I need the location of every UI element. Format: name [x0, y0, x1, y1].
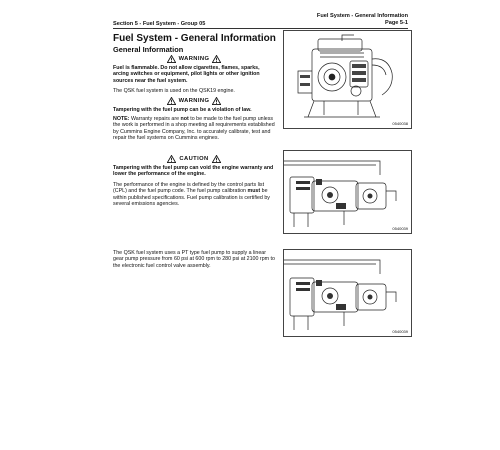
paragraph-pt-pump: The QSK fuel system uses a PT type fuel pump to supply a linear gear pump pressure from 60 psi at 600 rpm to 280 psi at 2100 rpm to the electronic fuel control valve assembly. [113, 250, 275, 269]
warning-triangle-icon [212, 55, 221, 63]
figure-fuel-pump-2 [283, 249, 412, 337]
caution-text: Tampering with the fuel pump can void the engine warranty and lower the performance of the engine. [113, 165, 274, 178]
warning-text-2: Tampering with the fuel pump can be a violation of law. [113, 107, 252, 113]
warning-callout-1 [113, 55, 275, 63]
caution-callout [113, 155, 275, 163]
paragraph-performance [113, 182, 275, 207]
figure-id: 0540038 [392, 121, 408, 126]
note-text-a: Warranty repairs are [130, 116, 180, 122]
figure-id: 0540039 [392, 329, 408, 334]
warning-text-1: Fuel is flammable. Do not allow cigarettes, flames, sparks, arcing switches or equipment, pilot lights or other ignition sources near the fuel system. [113, 65, 260, 84]
page-title: Fuel System - General Information [113, 33, 276, 44]
note-label: NOTE: [113, 116, 130, 122]
performance-emphasis: must [247, 188, 261, 195]
caution-triangle-icon [167, 155, 176, 163]
fuel-pump-illustration [284, 151, 411, 233]
figure-fuel-pump [283, 150, 412, 234]
caution-triangle-icon [212, 155, 221, 163]
section-subtitle: General Information [113, 45, 184, 54]
warning-label: WARNING [178, 98, 210, 104]
warning-triangle-icon [212, 97, 221, 105]
performance-text-b: be within published specifications. Fuel pump calibration is certified by several emissions agencies. [113, 188, 270, 207]
figure-id: 0540039 [392, 226, 408, 231]
note-text-b: to be made to the fuel pump unless the work is performed in a shop meeting all requirements established by Cummins Engine Company, Inc. to accurately calibrate, test and repair the fuel systems on Cummins engines. [113, 116, 275, 141]
header-chapter-title: Fuel System - General Information [316, 13, 408, 19]
section-header: Section 5 - Fuel System - Group 05 [113, 21, 206, 27]
paragraph-qsk-usage: The QSK fuel system is used on the QSK19 engine. [113, 88, 235, 94]
warning-triangle-icon [167, 55, 176, 63]
performance-text-a: The performance of the engine is defined by the control parts list (CPL) and the fuel pump code. The fuel pump calibration [113, 182, 265, 195]
note-paragraph [113, 116, 275, 141]
engine-illustration [284, 31, 411, 128]
header-rule [113, 28, 408, 29]
figure-engine [283, 30, 412, 129]
warning-label: WARNING [178, 56, 210, 62]
warning-triangle-icon [167, 97, 176, 105]
page-header-right [317, 13, 408, 27]
caution-label: CAUTION [179, 156, 209, 162]
note-emphasis: not [180, 116, 189, 122]
page-number: Page 5-1 [384, 20, 408, 26]
warning-callout-2 [113, 97, 275, 105]
fuel-pump-illustration [284, 250, 411, 336]
